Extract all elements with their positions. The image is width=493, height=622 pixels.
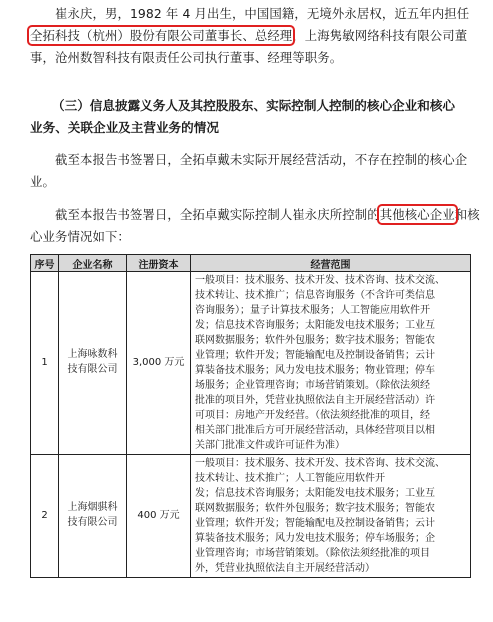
- scope-line: 批准的项目外，凭营业执照依法自主开展经营活动）许: [195, 395, 435, 406]
- row-2-name: [59, 455, 127, 578]
- scope-line: 联网数据服务；软件外包服务；数字技术服务；智能农: [195, 503, 435, 514]
- scope-line: 场服务；企业管理咨询；市场营销策划。（除依法须经: [195, 380, 430, 391]
- scope-line: 相关部门批准后方可开展经营活动，具体经营项目以相: [195, 425, 435, 436]
- header-name: 企业名称: [59, 255, 127, 272]
- scope-line: 发；信息技术咨询服务；太阳能发电技术服务；工业互: [195, 488, 435, 499]
- paragraph-2-text-end: 和核: [454, 207, 480, 222]
- scope-line: 业管理；软件开发；智能输配电及控制设备销售；云计: [195, 518, 435, 529]
- row-1-no: 1: [31, 272, 59, 455]
- header-no: 序号: [31, 255, 59, 272]
- table-row: [31, 455, 471, 578]
- paragraph-core-enterprises: [30, 204, 480, 248]
- row-2-no: 2: [31, 455, 59, 578]
- paragraph-2-text: 截至本报告书签署日，全拓卓戴实际控制人崔永庆所控制的: [55, 207, 380, 222]
- highlight-company-role: 全拓科技（杭州）股份有限公司董事长、总经理: [30, 28, 293, 43]
- bio-line-1: 崔永庆，男，1982 年 4 月出生，中国国籍，无境外永居权，近五年内担任: [55, 6, 470, 21]
- scope-line: 关部门批准文件或许可证件为准）: [195, 440, 345, 451]
- row-2-capital: 400 万元: [127, 455, 191, 578]
- paragraph-1-line-1: 截至本报告书签署日，全拓卓戴未实际开展经营活动，不存在控制的核心企: [55, 152, 468, 167]
- bio-line-3: 事，沧州数智科技有限责任公司执行董事、经理等职务。: [30, 50, 343, 65]
- row-2-name-line-1: 上海烟骐科: [67, 502, 118, 514]
- scope-line: 业管理；软件开发；智能输配电及控制设备销售；云计: [195, 350, 435, 361]
- scope-line: 一般项目：技术服务、技术开发、技术咨询、技术交流、: [195, 275, 445, 286]
- table-header-row: [31, 255, 471, 272]
- scope-line: 咨询服务）；量子计算技术服务；人工智能应用软件开: [195, 305, 430, 316]
- row-2-scope: [191, 455, 471, 578]
- scope-line: 业管理咨询；市场营销策划。（除依法须经批准的项目: [195, 548, 430, 559]
- enterprise-table: [30, 254, 471, 578]
- row-1-name-line-1: 上海咏数科: [67, 349, 118, 361]
- scope-line: 技术转让、技术推广；人工智能应用软件开: [195, 473, 385, 484]
- scope-line: 联网数据服务；软件外包服务；数字技术服务；智能农: [195, 335, 435, 346]
- row-1-name: [59, 272, 127, 455]
- highlight-core-enterprises: 其他核心企业: [379, 207, 455, 222]
- header-scope: 经营范围: [191, 255, 471, 272]
- scope-line: 发；信息技术咨询服务；太阳能发电技术服务；工业互: [195, 320, 435, 331]
- section-heading-line-2: 业务、关联企业及主营业务的情况: [30, 120, 219, 135]
- scope-line: 一般项目：技术服务、技术开发、技术咨询、技术交流、: [195, 458, 445, 469]
- bio-line-2: [30, 25, 470, 47]
- header-capital: 注册资本: [127, 255, 191, 272]
- scope-line: 可项目：房地产开发经营。（依法须经批准的项目，经: [195, 410, 430, 421]
- section-heading-line-1: （三）信息披露义务人及其控股股东、实际控制人控制的核心企业和核心: [52, 98, 455, 113]
- paragraph-2-line-2: 心业务情况如下：: [30, 229, 130, 244]
- table-row: [31, 272, 471, 455]
- bio-paragraph: [30, 3, 470, 69]
- row-1-scope: [191, 272, 471, 455]
- section-heading: [30, 95, 470, 139]
- paragraph-1-line-2: 业。: [30, 174, 55, 189]
- scope-line: 外，凭营业执照依法自主开展经营活动）: [195, 563, 375, 574]
- scope-line: 算装备技术服务；风力发电技术服务；停车场服务；企: [195, 533, 435, 544]
- row-2-name-line-2: 技有限公司: [67, 517, 118, 528]
- scope-line: 技术转让、技术推广；信息咨询服务（不含许可类信息: [195, 290, 435, 301]
- paragraph-no-core: [30, 149, 470, 193]
- paragraph-2-line-1: [30, 204, 480, 226]
- row-1-capital: 3,000 万元: [127, 272, 191, 455]
- scope-line: 算装备技术服务；风力发电技术服务；物业管理；停车: [195, 365, 435, 376]
- bio-line-2-rest: ，上海隽敏网络科技有限公司董: [292, 28, 468, 43]
- row-1-name-line-2: 技有限公司: [67, 364, 118, 375]
